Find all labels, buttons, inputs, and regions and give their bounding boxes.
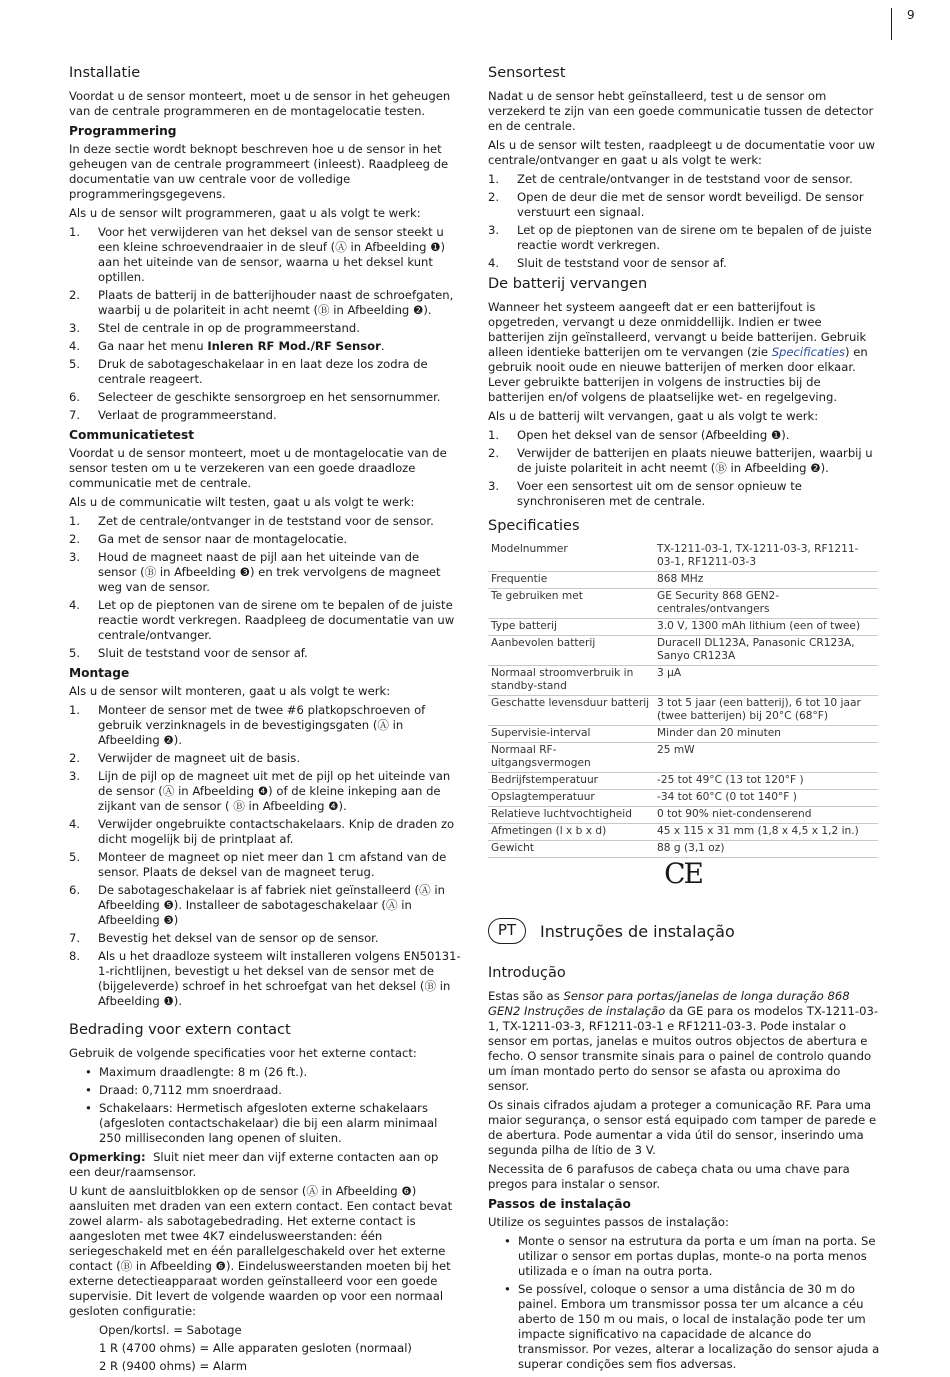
list-item: • Monte o sensor na estrutura da porta e um íman na porta. Se utilizar o sensor em portas duplas, monte-o na porta menos utilizada e o íman na outra porta. — [488, 1234, 880, 1279]
introducao-p3: Necessita de 6 parafusos de cabeça chata ou uma chave para pregos para instalar o sensor. — [488, 1162, 850, 1191]
product-title: Sensor para portas/janelas de longa duração 868 GEN2 Instruções de instalação — [488, 989, 850, 1018]
sensortest-p2: Als u de sensor wilt testen, raadpleegt u de documentatie voor uw centrale/ontvanger en gaat u als volgt te werk: — [488, 138, 875, 167]
note-label: Opmerking: — [69, 1150, 146, 1164]
table-row: Geschatte levensduur batterij 3 tot 5 jaar (een batterij), 6 tot 10 jaar (twee batterijen) bij 20°C (68°F) — [488, 696, 878, 726]
list-item: 4. Let op de pieptonen van de sirene om te bepalen of de juiste reactie wordt verkregen. Raadpleeg de documentatie van uw centrale/ontvanger. — [69, 598, 455, 642]
left-column — [69, 64, 461, 1377]
introducao-p1: Estas são as Sensor para portas/janelas de longa duração 868 GEN2 Instruções de instalação da GE para os modelos TX-1211-03-1, TX-1211-03-3, RF1211-03-1 e RF1211-03-3. Pode instalar o sensor em portas, janelas e muitos outros objectos de abertura e fecho. O sensor transmite sinais para o painel de controlo quando um íman montado perto do sensor se afasta ou aproxima do sensor. — [488, 989, 879, 1093]
list-item: 8. Als u het draadloze systeem wilt installeren volgens EN50131-1-richtlijnen, bevestigt u het deksel van de sensor met de (bijgeleverde) schroef in het schroefgat van het deksel (Ⓑ in Afbeelding ❶). — [69, 949, 461, 1008]
passos-list — [488, 1234, 880, 1372]
page-number: 9 — [907, 8, 915, 22]
passos-p1: Utilize os seguintes passos de instalação: — [488, 1215, 729, 1229]
note — [69, 1150, 461, 1180]
montage-steps — [69, 703, 461, 1009]
list-item: 1. Zet de centrale/ontvanger in de teststand voor de sensor. — [69, 514, 434, 528]
montage-heading: Montage — [69, 666, 130, 680]
bedrading-heading: Bedrading voor extern contact — [69, 1022, 291, 1038]
page-number-divider — [891, 8, 892, 40]
bedrading-p2: U kunt de aansluitblokken op de sensor (Ⓐ in Afbeelding ❻) aansluiten met draden van een extern contact. Een contact bevat zowel alarm- als sabotagebedrading. Het externe contact is aangesloten met twee 4K7 eindelusweerstanden: één seriegeschakeld met en één parallelgeschakeld over het externe contact (Ⓑ in Afbeelding ❻). Eindelusweerstanden moeten bij het externe detectieapparaat worden geïnstalleerd voor een goede supervisie. Dit levert de volgende waarden op voor een normaal gesloten configuratie: — [69, 1184, 453, 1318]
batterij-heading: De batterij vervangen — [488, 276, 648, 292]
sensortest-heading: Sensortest — [488, 65, 566, 81]
list-item: 7. Bevestig het deksel van de sensor op de sensor. — [69, 931, 379, 945]
programmering-heading: Programmering — [69, 124, 177, 138]
value-line: 2 R (9400 ohms) = Alarm — [99, 1359, 248, 1373]
bedrading-specs — [69, 1065, 461, 1146]
table-row: Relatieve luchtvochtigheid 0 tot 90% niet-condenserend — [488, 807, 878, 824]
batterij-p2: Als u de batterij wilt vervangen, gaat u als volgt te werk: — [488, 409, 819, 423]
programmering-p2: Als u de sensor wilt programmeren, gaat u als volgt te werk: — [69, 206, 421, 220]
list-item: 1. Voor het verwijderen van het deksel van de sensor steekt u een kleine schroevendraaier in de sleuf (Ⓐ in Afbeelding ❶) aan het uiteinde van de sensor, waarna u het deksel kunt optillen. — [69, 225, 446, 284]
list-item: 3. Houd de magneet naast de pijl aan het uiteinde van de sensor (Ⓑ in Afbeelding ❸) en trek vervolgens de magneet weg van de sensor. — [69, 550, 441, 594]
table-row: Modelnummer TX-1211-03-1, TX-1211-03-3, RF1211-03-1, RF1211-03-3 — [488, 542, 878, 572]
table-row: Bedrijfstemperatuur -25 tot 49°C (13 tot 120°F ) — [488, 773, 878, 790]
list-item: 2. Ga met de sensor naar de montagelocatie. — [69, 532, 348, 546]
communicatietest-p1: Voordat u de sensor monteert, moet u de montagelocatie van de sensor testen om u te verzekeren van een goede draadloze communicatie met de centrale. — [69, 446, 447, 490]
specificaties-heading: Specificaties — [488, 518, 580, 534]
pt-header — [488, 916, 880, 946]
programmering-p1: In deze sectie wordt beknopt beschreven hoe u de sensor in het geheugen van de centrale programmeert (inleest). Raadpleeg de documentatie van uw centrale voor de volledige programmeringsgegevens. — [69, 142, 449, 201]
ce-mark-icon: CE — [664, 857, 702, 890]
list-item: 6. De sabotageschakelaar is af fabriek niet geïnstalleerd (Ⓐ in Afbeelding ❺). Installeer de sabotageschakelaar (Ⓐ in Afbeelding ❸) — [69, 883, 445, 927]
table-row: Frequentie 868 MHz — [488, 572, 878, 589]
list-item: 6. Selecteer de geschikte sensorgroep en het sensornummer. — [69, 390, 441, 404]
specificaties-link[interactable]: Specificaties — [771, 345, 846, 359]
list-item: 1. Zet de centrale/ontvanger in de teststand voor de sensor. — [488, 172, 853, 186]
communicatietest-p2: Als u de communicatie wilt testen, gaat u als volgt te werk: — [69, 495, 415, 509]
list-item: 1. Monteer de sensor met de twee #6 platkopschroeven of gebruik verzinknagels in de bevestigingsgaten (Ⓐ in Afbeelding ❷). — [69, 703, 426, 747]
list-item: 5. Sluit de teststand voor de sensor af. — [69, 646, 308, 660]
value-line: Open/kortsl. = Sabotage — [99, 1323, 242, 1337]
list-item: 2. Plaats de batterij in de batterijhouder naast de schroefgaten, waarbij u de polariteit in acht neemt (Ⓑ in Afbeelding ❷). — [69, 288, 454, 317]
table-row: Gewicht 88 g (3,1 oz) — [488, 841, 878, 858]
list-item: 5. Druk de sabotageschakelaar in en laat deze los zodra de centrale reageert. — [69, 357, 428, 386]
list-item: 7. Verlaat de programmeerstand. — [69, 408, 277, 422]
programmering-steps — [69, 225, 461, 423]
list-item: 3. Stel de centrale in op de programmeerstand. — [69, 321, 360, 335]
list-item: 2. Verwijder de magneet uit de basis. — [69, 751, 301, 765]
table-row: Opslagtemperatuur -34 tot 60°C (0 tot 140°F ) — [488, 790, 878, 807]
right-column — [488, 64, 880, 890]
list-item: • Draad: 0,7112 mm snoerdraad. — [69, 1083, 461, 1098]
passos-heading: Passos de instalação — [488, 1197, 631, 1211]
pt-section — [488, 916, 880, 1376]
sensortest-steps — [488, 172, 880, 271]
table-row: Afmetingen (l x b x d) 45 x 115 x 31 mm (1,8 x 4,5 x 1,2 in.) — [488, 824, 878, 841]
table-row: Te gebruiken met GE Security 868 GEN2-centrales/ontvangers — [488, 589, 878, 619]
bedrading-p1: Gebruik de volgende specificaties voor het externe contact: — [69, 1046, 417, 1060]
installatie-intro: Voordat u de sensor monteert, moet u de sensor in het geheugen van de centrale programmeren en de montagelocatie testen. — [69, 89, 451, 118]
list-item: 2. Verwijder de batterijen en plaats nieuwe batterijen, waarbij u de juiste polariteit in acht neemt (Ⓑ in Afbeelding ❷). — [488, 446, 873, 475]
introducao-heading: Introdução — [488, 965, 566, 981]
list-item: 1. Open het deksel van de sensor (Afbeelding ❶). — [488, 428, 790, 442]
pt-title: Instruções de instalação — [540, 921, 735, 941]
list-item: 3. Let op de pieptonen van de sirene om te bepalen of de juiste reactie wordt verkregen. — [488, 223, 872, 252]
list-item: 4. Verwijder ongebruikte contactschakelaars. Knip de draden zo dicht mogelijk bij de printplaat af. — [69, 817, 455, 846]
list-item: 3. Voer een sensortest uit om de sensor opnieuw te synchroniseren met de centrale. — [488, 479, 802, 508]
value-line: 1 R (4700 ohms) = Alle apparaten gesloten (normaal) — [99, 1341, 412, 1355]
table-row: Type batterij 3.0 V, 1300 mAh lithium (een of twee) — [488, 619, 878, 636]
table-row: Normaal stroomverbruik in standby-stand 3 μA — [488, 666, 878, 696]
language-badge: PT — [488, 918, 526, 944]
menu-path: Inleren RF Mod./RF Sensor — [207, 339, 381, 353]
list-item: 5. Monteer de magneet op niet meer dan 1 cm afstand van de sensor. Plaats de deksel van de magneet terug. — [69, 850, 447, 879]
montage-p1: Als u de sensor wilt monteren, gaat u als volgt te werk: — [69, 684, 391, 698]
spec-table — [488, 542, 878, 858]
sensortest-p1: Nadat u de sensor hebt geïnstalleerd, test u de sensor om verzekerd te zijn van een goede communicatie tussen de detector en de centrale. — [488, 89, 874, 133]
table-row: Supervisie-interval Minder dan 20 minuten — [488, 726, 878, 743]
batterij-steps — [488, 428, 880, 509]
note-text: Sluit niet meer dan vijf externe contacten aan op een deur/raamsensor. — [69, 1150, 439, 1179]
list-item: • Se possível, coloque o sensor a uma distância de 30 m do painel. Embora um transmissor possa ter um alcance a céu aberto de 150 m ou mais, o local de instalação pode ter um impacte significativo na capacidade de alcance do transmissor. Por vezes, alterar a localização do sensor ajuda a superar condições sem fios adversas. — [488, 1282, 880, 1372]
list-item: • Schakelaars: Hermetisch afgesloten externe schakelaars (afgesloten contactschakelaar) die bij een alarm minimaal 250 milliseconden lang openen of sluiten. — [69, 1101, 461, 1146]
table-row: Aanbevolen batterij Duracell DL123A, Panasonic CR123A, Sanyo CR123A — [488, 636, 878, 666]
list-item: 2. Open de deur die met de sensor wordt beveiligd. De sensor verstuurt een signaal. — [488, 190, 864, 219]
installatie-heading: Installatie — [69, 65, 141, 81]
list-item: 4. Sluit de teststand voor de sensor af. — [488, 256, 727, 270]
list-item: • Maximum draadlengte: 8 m (26 ft.). — [69, 1065, 461, 1080]
list-item: 4. Ga naar het menu Inleren RF Mod./RF Sensor. — [69, 339, 385, 353]
batterij-p1: Wanneer het systeem aangeeft dat er een batterijfout is opgetreden, vervangt u deze onmiddellijk. Indien er twee batterijen zijn geïnstalleerd, vervangt u beide batterijen. Gebruik alleen identieke batterijen om te vervangen (zie Specificaties) en gebruik nooit oude en nieuwe batterijen of merken door elkaar. Lever gebruikte batterijen in volgens de instructies bij de batterijen en/of volgens de plaatselijke wet- en regelgeving. — [488, 300, 868, 404]
communicatietest-heading: Communicatietest — [69, 428, 195, 442]
table-row: Normaal RF-uitgangsvermogen 25 mW — [488, 743, 878, 773]
introducao-p2: Os sinais cifrados ajudam a proteger a comunicação RF. Para uma maior segurança, o sensor está equipado com tamper de parede e de abertura. Pode aumentar a vida útil do sensor, inserindo uma segunda pilha de lítio de 3 V. — [488, 1098, 877, 1157]
communicatietest-steps — [69, 514, 461, 661]
list-item: 3. Lijn de pijl op de magneet uit met de pijl op het uiteinde van de sensor (Ⓐ in Afbeelding ❹) of de kleine inkeping aan de zijkant van de sensor ( Ⓑ in Afbeelding ❹). — [69, 769, 451, 813]
